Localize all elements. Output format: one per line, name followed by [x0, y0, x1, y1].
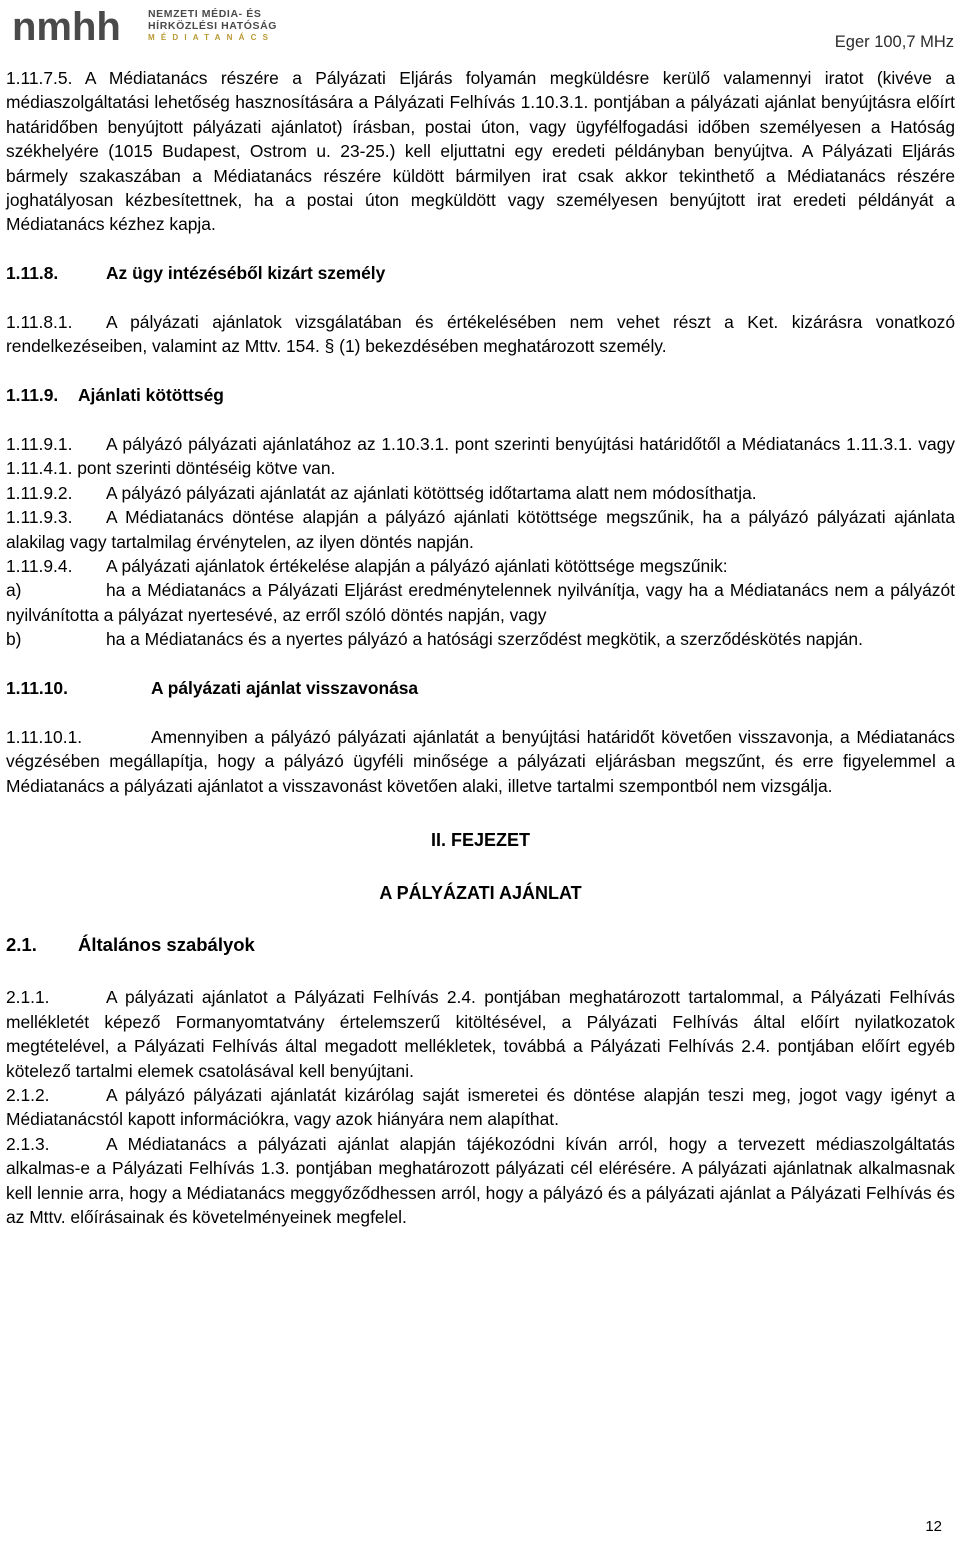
document-body	[6, 66, 955, 1229]
nmhh-logo-icon	[10, 4, 140, 48]
section-text: A pályázati ajánlatok értékelése alapján a pályázó ajánlati kötöttsége megszűnik:	[106, 556, 728, 577]
section-text: A pályázó pályázati ajánlatához az 1.10.3.1. pont szerinti benyújtási határidőtől a Médiatanács 1.11.3.1. vagy 1.11.4.1. pont szerinti döntéséig kötve van.	[6, 434, 955, 479]
section-2-1-1	[6, 985, 955, 1083]
list-label: a)	[6, 580, 22, 601]
heading-number: 1.11.8.	[6, 263, 59, 284]
section-number: 2.1.3.	[6, 1133, 50, 1154]
section-1-11-7-5: 1.11.7.5. A Médiatanács részére a Pályázati Eljárás folyamán megküldésre kerülő valamennyi iratot (kivéve a médiaszolgáltatási lehetőség hasznosítására a Pályázati Felhívás 1.10.3.1. pontjában a pályázati ajánlat benyújtásra előírt határidőben benyújtott pályázati ajánlatot) írásban, postai úton, vagy ügyfélfogadási időben személyesen a Hatóság székhelyére (1015 Budapest, Ostrom u. 23-25.) kell eljuttatni egy eredeti példányban benyújtva. A Pályázati Eljárás bármely szakaszában a Médiatanács részére küldött bármilyen irat csak akkor tekinthető a Médiatanács részére joghatályosan kézbesítettnek, ha a postai úton megküldött vagy személyesen benyújtott irat eredeti példányát a Médiatanács kézhez kapja.	[6, 68, 955, 235]
section-number: 2.1.1.	[6, 987, 50, 1008]
heading-number: 1.11.9.	[6, 385, 59, 406]
section-number: 1.11.9.4.	[6, 556, 73, 577]
section-text: A Médiatanács a pályázati ajánlat alapján tájékozódni kíván arról, hogy a tervezett médiaszolgáltatás alkalmas-e a Pályázati Felhívás 1.3. pontjában meghatározott pályázati cél elérésére. A pályázati ajánlatnak alkalmasnak kell lennie arra, hogy a Médiatanács meggyőződhessen arról, hogy a pályázó és a pályázati ajánlat a Pályázati Felhívás és az Mttv. előírásainak és követelményeinek megfelel.	[6, 1133, 955, 1227]
logo-mark-text: nmhh	[12, 5, 121, 48]
heading-1-11-8	[6, 261, 955, 285]
logo-text	[148, 9, 277, 43]
section-text: A pályázó pályázati ajánlatát az ajánlati kötöttség időtartama alatt nem módosíthatja.	[106, 482, 757, 503]
heading-1-11-9	[6, 383, 955, 407]
section-text: A Médiatanács döntése alapján a pályázó ajánlati kötöttsége megszűnik, ha a pályázó pályázati ajánlata alakilag vagy tartalmilag érvénytelen, az ilyen döntés napján.	[6, 507, 955, 552]
section-1-11-9-2	[6, 481, 955, 505]
nmhh-logo	[10, 4, 277, 48]
section-text: A pályázati ajánlatok vizsgálatában és értékelésében nem vehet részt a Ket. kizárásra vonatkozó rendelkezéseiben, valamint az Mttv. 154. § (1) bekezdésében meghatározott személy.	[6, 312, 955, 357]
station-label: Eger 100,7 MHz	[834, 33, 954, 51]
chapter-subtitle: A PÁLYÁZATI AJÁNLAT	[379, 882, 582, 903]
heading-1-11-10	[6, 676, 955, 700]
heading-number: 2.1.	[6, 933, 37, 955]
list-item-b	[6, 627, 955, 651]
logo-line-3: MÉDIATANÁCS	[148, 33, 275, 43]
heading-title: Általános szabályok	[78, 933, 255, 955]
list-item-a	[6, 578, 955, 627]
list-text: ha a Médiatanács és a nyertes pályázó a hatósági szerződést megkötik, a szerződéskötés napján.	[106, 629, 863, 650]
section-number: 2.1.2.	[6, 1084, 50, 1105]
section-2-1-3	[6, 1132, 955, 1230]
section-1-11-9-4	[6, 554, 955, 578]
section-number: 1.11.8.1.	[6, 312, 73, 333]
section-text: A pályázati ajánlatot a Pályázati Felhívás 2.4. pontjában meghatározott tartalommal, a Pályázati Felhívás mellékletét képező Formanyomtatvány értelemszerű kitöltésével, a Pályázati Felhívás által előírt nyilatkozatok megtételével, a Pályázati Felhívás által megadott mellékletek, továbbá a Pályázati Felhívás 2.4. pontjában előírt egyéb kötelező tartalmi elemek csatolásával kell benyújtani.	[6, 987, 955, 1081]
heading-title: Az ügy intézéséből kizárt személy	[106, 263, 386, 284]
section-number: 1.11.9.3.	[6, 507, 73, 528]
section-number: 1.11.10.1.	[6, 726, 83, 747]
logo-line-2: HÍRKÖZLÉSI HATÓSÁG	[148, 19, 278, 32]
chapter-title: II. FEJEZET	[430, 830, 531, 851]
heading-title: A pályázati ajánlat visszavonása	[151, 678, 419, 699]
heading-title: Ajánlati kötöttség	[78, 385, 224, 406]
section-1-11-9-3	[6, 505, 955, 554]
list-text: ha a Médiatanács a Pályázati Eljárást eredménytelennek nyilvánítja, vagy ha a Médiatanács nem a pályázót nyilvánította a pályázat nyertesévé, az erről szóló döntés napján, vagy	[6, 580, 955, 625]
heading-number: 1.11.10.	[6, 678, 68, 699]
section-1-11-9-1	[6, 432, 955, 481]
section-text: Amennyiben a pályázó pályázati ajánlatát a benyújtási határidőt követően visszavonja, a Médiatanács végzésében megállapítja, hogy a pályázó ügyféli minősége a pályázati eljárásban megszűnt, és erre figyelemmel a Médiatanács a pályázati ajánlatot a visszavonást követően alaki, illetve tartalmi szempontból nem vizsgálja.	[6, 726, 955, 796]
list-label: b)	[6, 629, 22, 650]
page-header	[0, 0, 960, 58]
section-1-11-10-1	[6, 725, 955, 798]
section-number: 1.11.9.2.	[6, 482, 73, 503]
heading-2-1	[6, 933, 955, 957]
page-number: 12	[925, 1518, 942, 1535]
section-number: 1.11.9.1.	[6, 434, 73, 455]
section-2-1-2	[6, 1083, 955, 1132]
logo-line-1: NEMZETI MÉDIA- ÉS	[148, 8, 262, 21]
section-text: A pályázó pályázati ajánlatát kizárólag saját ismeretei és döntése alapján teszi meg, jogot vagy igényt a Médiatanácstól kapott információkra, vagy azok hiányára nem alapíthat.	[6, 1084, 955, 1130]
section-1-11-8-1	[6, 310, 955, 359]
